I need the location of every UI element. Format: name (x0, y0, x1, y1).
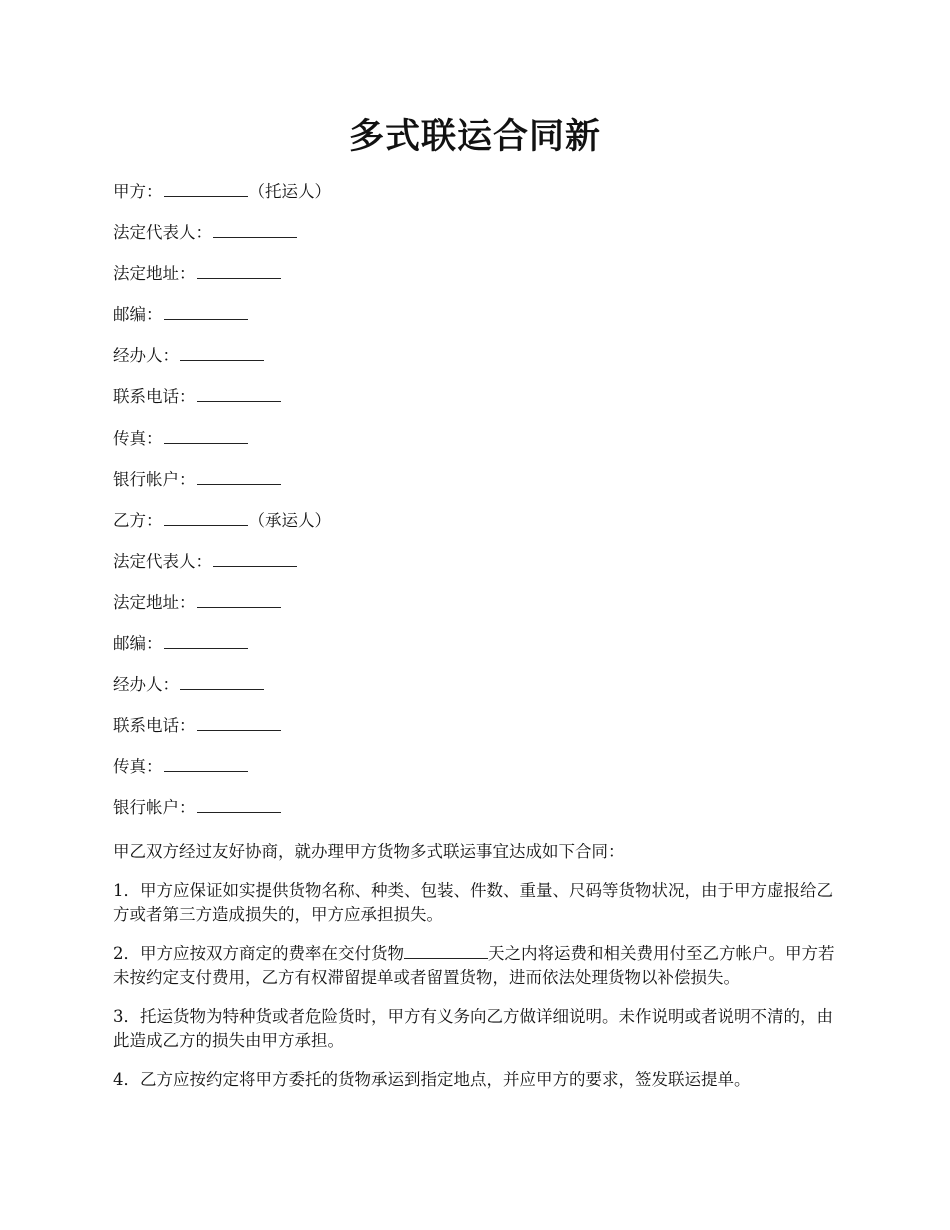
party-b-representative-blank[interactable] (213, 550, 297, 567)
party-b-agent-blank[interactable] (180, 673, 264, 690)
clause-2 (113, 942, 848, 990)
party-b-address-label: 法定地址： (113, 592, 196, 612)
party-b-bank-blank[interactable] (197, 796, 281, 813)
party-a-address-label: 法定地址： (113, 264, 196, 284)
party-b-field (113, 713, 853, 754)
party-b-line (113, 508, 853, 549)
party-b-agent-label: 经办人： (113, 675, 179, 695)
party-a-field (113, 467, 853, 508)
clause-4: 4．乙方应按约定将甲方委托的货物承运到指定地点，并应甲方的要求，签发联运提单。 (113, 1070, 751, 1089)
party-fields (113, 179, 853, 837)
party-a-field (113, 220, 853, 261)
party-b-postcode-label: 邮编： (113, 634, 163, 654)
party-b-representative-label: 法定代表人： (113, 551, 212, 571)
party-a-field (113, 302, 853, 343)
party-a-blank[interactable] (164, 180, 248, 197)
party-a-role: （托运人） (248, 182, 331, 201)
party-b-field (113, 795, 853, 836)
party-b-postcode-blank[interactable] (164, 632, 248, 649)
party-a-agent-blank[interactable] (180, 344, 264, 361)
party-b-role: （承运人） (248, 510, 331, 530)
party-b-phone-blank[interactable] (197, 714, 281, 731)
party-a-phone-label: 联系电话： (113, 387, 196, 407)
document-title: 多式联运合同新 (348, 117, 601, 157)
party-b-fax-label: 传真： (113, 757, 163, 777)
clause-2-days-blank[interactable] (404, 942, 488, 959)
clause-2-after: 天之内将运费和相关费用付至乙方帐户。甲方若未按约定支付费用，乙方有权滞留提单或者留置货物，进而依法处理货物以补偿损失。 (113, 944, 835, 987)
party-a-address-blank[interactable] (197, 262, 281, 279)
party-a-agent-label: 经办人： (113, 346, 179, 366)
party-a-field (113, 426, 853, 467)
clause-3: 3．托运货物为特种货或者危险货时，甲方有义务向乙方做详细说明。未作说明或者说明不清的，由此造成乙方的损失由甲方承担。 (113, 1007, 833, 1050)
party-b-field (113, 631, 853, 672)
party-a-field (113, 384, 853, 425)
party-b-field (113, 672, 853, 713)
party-a-postcode-label: 邮编： (113, 305, 163, 325)
party-b-blank[interactable] (164, 509, 248, 526)
party-b-field (113, 590, 853, 631)
party-b-bank-label: 银行帐户： (113, 798, 196, 818)
party-a-fax-label: 传真： (113, 428, 163, 448)
party-a-postcode-blank[interactable] (164, 303, 248, 320)
party-a-phone-blank[interactable] (197, 385, 281, 402)
party-b-phone-label: 联系电话： (113, 716, 196, 736)
party-a-representative-blank[interactable] (213, 221, 297, 238)
contract-body (113, 840, 848, 1107)
party-b-fax-blank[interactable] (164, 755, 248, 772)
intro-paragraph: 甲乙双方经过友好协商，就办理甲方货物多式联运事宜达成如下合同： (113, 842, 625, 861)
party-a-bank-blank[interactable] (197, 468, 281, 485)
party-b-label: 乙方： (113, 510, 163, 530)
party-a-field (113, 261, 853, 302)
party-b-field (113, 549, 853, 590)
party-a-label: 甲方： (113, 182, 163, 201)
clause-2-before: 2．甲方应按双方商定的费率在交付货物 (113, 944, 404, 963)
party-a-line (113, 179, 853, 220)
party-b-field (113, 754, 853, 795)
party-a-bank-label: 银行帐户： (113, 469, 196, 489)
party-a-fax-blank[interactable] (164, 427, 248, 444)
party-b-address-blank[interactable] (197, 591, 281, 608)
clause-1: 1．甲方应保证如实提供货物名称、种类、包装、件数、重量、尺码等货物状况，由于甲方虚报给乙方或者第三方造成损失的，甲方应承担损失。 (113, 881, 833, 924)
party-a-field (113, 343, 853, 384)
party-a-representative-label: 法定代表人： (113, 223, 212, 243)
